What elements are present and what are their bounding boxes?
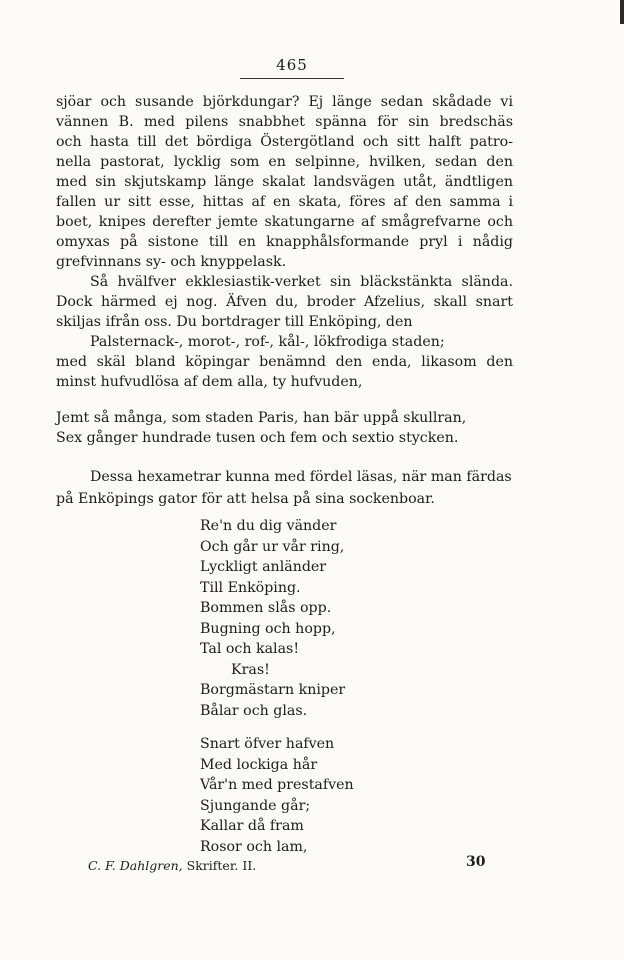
poem-line: Rosor och lam, <box>200 838 308 855</box>
poem-line: Borgmästarn kniper <box>200 682 346 698</box>
text-line: med sin skjutskamp länge skalat landsvägen utåt, ändtligen <box>56 174 513 190</box>
poem-line: Snart öfver hafven <box>200 736 335 752</box>
note-paragraph <box>56 466 513 510</box>
text-line: omyxas på sistone till en knapphålsformande pryl i nådig <box>56 234 513 250</box>
text-line: på Enköpings gator för att helsa på sina sockenboar. <box>56 491 435 507</box>
poem-line: Bålar och glas. <box>200 702 308 719</box>
signature-mark: 30 <box>466 854 486 870</box>
poem-line: Sjungande går; <box>200 797 311 814</box>
poem-stanza-2 <box>200 734 420 857</box>
poem-line: Re'n du dig vänder <box>200 518 337 534</box>
text-line: fallen ur sitt esse, hittas af en skata, föres af den samma i <box>56 194 513 210</box>
verse-line: Sex gånger hundrade tusen och fem och sextio stycken. <box>56 430 459 446</box>
text-line: skiljas ifrån oss. Du bortdrager till Enköping, den <box>56 314 413 330</box>
verse-line: Palsternack-, morot-, rof-, kål-, lökfrodiga staden; <box>90 334 445 350</box>
text-line: och hasta till det bördiga Östergötland och sitt halft patro- <box>56 134 513 150</box>
verse-line: Så hvälfver ekklesiastik-verket sin bläckstänkta slända. <box>90 274 513 290</box>
footer-citation <box>88 858 256 873</box>
text-line: nella pastorat, lycklig som en selpinne, hvilken, sedan den <box>56 154 513 170</box>
text-line: sjöar och susande björkdungar? Ej länge sedan skådade vi <box>56 94 513 110</box>
poem-line: Bommen slås opp. <box>200 600 332 616</box>
page-edge-mark <box>620 0 624 24</box>
text-line: vännen B. med pilens snabbhet spänna för sin bredschäs <box>56 114 513 130</box>
text-line: boet, knipes derefter jemte skatungarne af smågrefvarne och <box>56 214 513 230</box>
footer-volume: II. <box>242 858 257 873</box>
prose-paragraph <box>56 92 513 392</box>
poem-line: Bugning och hopp, <box>200 620 336 637</box>
page-number: 465 <box>276 56 308 74</box>
poem-line: Och går ur vår ring, <box>200 538 345 555</box>
hexameter-verse <box>56 408 513 448</box>
verse-line: Jemt så många, som staden Paris, han bär uppå skullran, <box>56 410 467 426</box>
poem-line: Tal och kalas! <box>200 641 300 657</box>
footer-author: C. F. Dahlgren, <box>88 858 183 873</box>
text-line: Dessa hexametrar kunna med fördel läsas, när man färdas <box>90 469 512 485</box>
poem-line: Kras! <box>231 661 270 678</box>
poem-line: Vår'n med prestafven <box>200 777 354 793</box>
text-line: grefvinnans sy- och knyppelask. <box>56 254 287 270</box>
poem-line: Lyckligt anländer <box>200 559 327 575</box>
text-line: med skäl bland köpingar benämnd den enda, likasom den <box>56 354 513 370</box>
poem-line: Kallar då fram <box>200 818 304 834</box>
text-line: Dock härmed ej nog. Äfven du, broder Afzelius, skall snart <box>56 294 513 310</box>
poem-line: Till Enköping. <box>200 579 301 596</box>
header-rule <box>240 78 344 79</box>
footer-work: Skrifter. <box>186 858 239 873</box>
poem-line: Med lockiga hår <box>200 756 318 773</box>
poem-stanza-1 <box>200 516 420 721</box>
text-line: minst hufvudlösa af dem alla, ty hufvuden, <box>56 374 363 390</box>
